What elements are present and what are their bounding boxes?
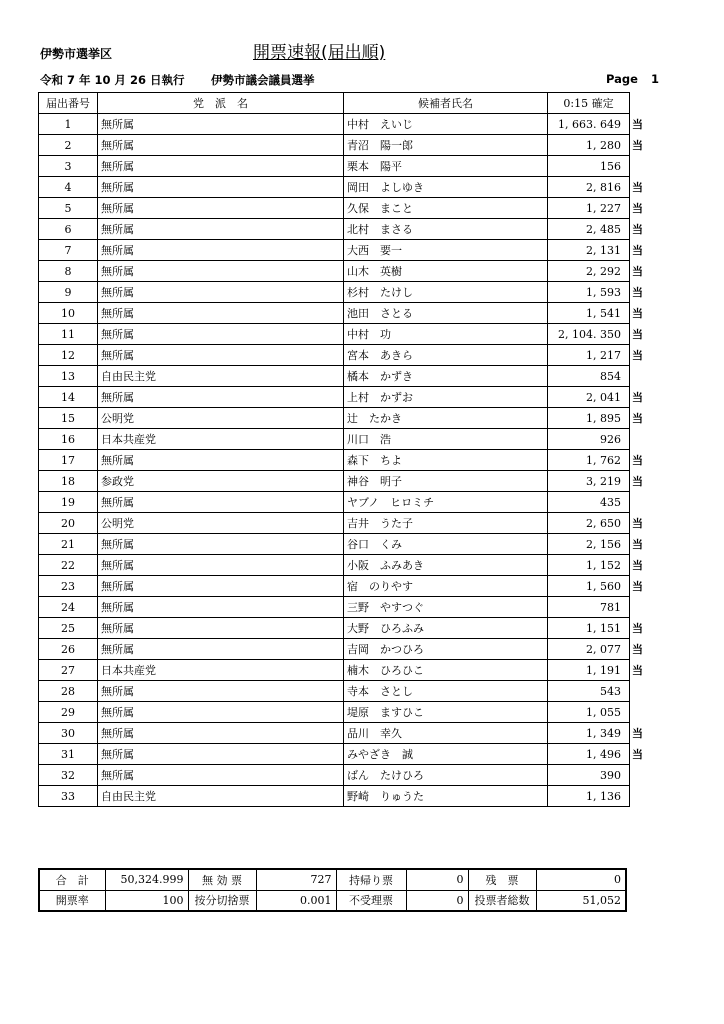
table-row (39, 261, 660, 282)
cell-candidate: みやざき 誠 (344, 744, 548, 765)
cell-votes: 854 (548, 366, 630, 387)
cell-candidate: 吉岡 かつひろ (344, 639, 548, 660)
remaining-value: 0 (536, 869, 626, 890)
table-row (39, 723, 660, 744)
elected-mark-empty (630, 681, 660, 702)
header-spacer (630, 93, 660, 114)
rejected-value: 0 (406, 890, 468, 911)
table-row (39, 303, 660, 324)
cell-number: 4 (39, 177, 98, 198)
cell-number: 13 (39, 366, 98, 387)
elected-mark: 当 (632, 475, 643, 488)
rate-value: 100 (105, 890, 188, 911)
cell-votes: 1, 496 (548, 744, 630, 765)
invalid-value: 727 (256, 869, 336, 890)
cell-votes: 2, 292 (548, 261, 630, 282)
cell-candidate: 大野 ひろふみ (344, 618, 548, 639)
cell-votes: 1, 151 (548, 618, 630, 639)
cell-number: 18 (39, 471, 98, 492)
elected-mark: 当 (632, 181, 643, 194)
cell-candidate: 寺本 さとし (344, 681, 548, 702)
cell-candidate: 久保 まこと (344, 198, 548, 219)
elected-mark-empty (630, 366, 660, 387)
cell-candidate: 品川 幸久 (344, 723, 548, 744)
cell-votes: 2, 485 (548, 219, 630, 240)
table-row (39, 177, 660, 198)
district-name: 伊勢市選挙区 (40, 47, 113, 61)
cell-number: 17 (39, 450, 98, 471)
elected-mark: 当 (632, 202, 643, 215)
table-row (39, 492, 660, 513)
cell-party: 無所属 (98, 555, 344, 576)
cell-votes: 3, 219 (548, 471, 630, 492)
cell-candidate: 川口 浩 (344, 429, 548, 450)
elected-mark: 当 (632, 538, 643, 551)
total-value: 50,324.999 (105, 869, 188, 890)
cell-votes: 1, 895 (548, 408, 630, 429)
cell-party: 無所属 (98, 156, 344, 177)
cell-party: 参政党 (98, 471, 344, 492)
elected-mark: 当 (632, 223, 643, 236)
table-row (39, 282, 660, 303)
cell-party: 無所属 (98, 324, 344, 345)
cell-number: 27 (39, 660, 98, 681)
cell-candidate: 栗本 陽平 (344, 156, 548, 177)
cell-party: 無所属 (98, 765, 344, 786)
cell-votes: 1, 152 (548, 555, 630, 576)
elected-mark: 当 (632, 307, 643, 320)
cell-number: 22 (39, 555, 98, 576)
cell-votes: 1, 663. 649 (548, 114, 630, 135)
table-row (39, 744, 660, 765)
table-row (39, 660, 660, 681)
elected-mark: 当 (632, 244, 643, 257)
cell-votes: 2, 041 (548, 387, 630, 408)
report-title: 開票速報(届出順) (253, 43, 386, 63)
cell-votes: 781 (548, 597, 630, 618)
table-row (39, 366, 660, 387)
header-number: 届出番号 (39, 93, 98, 114)
cell-party: 無所属 (98, 240, 344, 261)
elected-mark: 当 (632, 286, 643, 299)
page-number: 1 (651, 72, 660, 86)
cell-party: 無所属 (98, 198, 344, 219)
elected-mark-empty (630, 429, 660, 450)
cell-votes: 1, 541 (548, 303, 630, 324)
cell-number: 20 (39, 513, 98, 534)
cell-candidate: 青沼 陽一郎 (344, 135, 548, 156)
cell-number: 32 (39, 765, 98, 786)
voters-value: 51,052 (536, 890, 626, 911)
table-row (39, 408, 660, 429)
elected-mark: 当 (632, 118, 643, 131)
cell-votes: 1, 280 (548, 135, 630, 156)
elected-mark-empty (630, 597, 660, 618)
elected-mark: 当 (632, 391, 643, 404)
cell-party: 無所属 (98, 618, 344, 639)
results-table (38, 92, 660, 807)
cell-number: 8 (39, 261, 98, 282)
table-row (39, 324, 660, 345)
cell-party: 無所属 (98, 282, 344, 303)
cell-number: 14 (39, 387, 98, 408)
cell-number: 25 (39, 618, 98, 639)
cell-party: 無所属 (98, 639, 344, 660)
cell-votes: 2, 131 (548, 240, 630, 261)
summary-row-2 (39, 890, 626, 911)
elected-mark: 当 (632, 517, 643, 530)
cell-votes: 543 (548, 681, 630, 702)
cell-number: 29 (39, 702, 98, 723)
cell-candidate: 辻 たかき (344, 408, 548, 429)
table-row (39, 555, 660, 576)
cell-candidate: 池田 さとる (344, 303, 548, 324)
invalid-label: 無 効 票 (188, 869, 256, 890)
cell-votes: 1, 593 (548, 282, 630, 303)
table-row (39, 513, 660, 534)
table-header-row (39, 93, 660, 114)
elected-mark: 当 (632, 412, 643, 425)
election-date: 令和 7 年 10 月 26 日執行 (40, 73, 185, 87)
table-row (39, 345, 660, 366)
cell-party: 無所属 (98, 219, 344, 240)
header-votes: 0:15 確定 (548, 93, 630, 114)
table-row (39, 429, 660, 450)
cell-party: 自由民主党 (98, 366, 344, 387)
cell-party: 無所属 (98, 492, 344, 513)
fraction-value: 0.001 (256, 890, 336, 911)
elected-mark: 当 (632, 643, 643, 656)
elected-mark: 当 (632, 748, 643, 761)
cell-number: 5 (39, 198, 98, 219)
cell-number: 28 (39, 681, 98, 702)
cell-votes: 390 (548, 765, 630, 786)
cell-party: 無所属 (98, 114, 344, 135)
cell-candidate: 宿 のりやす (344, 576, 548, 597)
cell-candidate: 神谷 明子 (344, 471, 548, 492)
cell-number: 23 (39, 576, 98, 597)
cell-candidate: ばん たけひろ (344, 765, 548, 786)
cell-party: 無所属 (98, 387, 344, 408)
elected-mark: 当 (632, 622, 643, 635)
cell-votes: 926 (548, 429, 630, 450)
cell-party: 無所属 (98, 702, 344, 723)
takeaway-value: 0 (406, 869, 468, 890)
takeaway-label: 持帰り票 (336, 869, 406, 890)
table-row (39, 387, 660, 408)
cell-candidate: ヤブノ ヒロミチ (344, 492, 548, 513)
elected-mark: 当 (632, 328, 643, 341)
cell-votes: 1, 762 (548, 450, 630, 471)
cell-candidate: 谷口 くみ (344, 534, 548, 555)
elected-mark-empty (630, 765, 660, 786)
cell-candidate: 山木 英樹 (344, 261, 548, 282)
cell-number: 1 (39, 114, 98, 135)
elected-mark: 当 (632, 349, 643, 362)
cell-party: 無所属 (98, 576, 344, 597)
rejected-label: 不受理票 (336, 890, 406, 911)
cell-number: 2 (39, 135, 98, 156)
elected-mark-empty (630, 492, 660, 513)
cell-number: 6 (39, 219, 98, 240)
table-row (39, 471, 660, 492)
cell-number: 31 (39, 744, 98, 765)
cell-party: 日本共産党 (98, 429, 344, 450)
cell-votes: 2, 650 (548, 513, 630, 534)
cell-votes: 2, 156 (548, 534, 630, 555)
cell-votes: 2, 077 (548, 639, 630, 660)
cell-party: 無所属 (98, 597, 344, 618)
cell-party: 無所属 (98, 303, 344, 324)
cell-party: 日本共産党 (98, 660, 344, 681)
cell-party: 無所属 (98, 681, 344, 702)
cell-party: 無所属 (98, 744, 344, 765)
cell-number: 33 (39, 786, 98, 807)
cell-party: 公明党 (98, 408, 344, 429)
cell-votes: 2, 816 (548, 177, 630, 198)
table-row (39, 702, 660, 723)
cell-candidate: 橘本 かずき (344, 366, 548, 387)
cell-candidate: 上村 かずお (344, 387, 548, 408)
cell-candidate: 小阪 ふみあき (344, 555, 548, 576)
table-row (39, 219, 660, 240)
cell-party: 公明党 (98, 513, 344, 534)
cell-votes: 1, 055 (548, 702, 630, 723)
cell-number: 21 (39, 534, 98, 555)
table-row (39, 534, 660, 555)
election-name: 伊勢市議会議員選挙 (211, 73, 315, 87)
cell-party: 自由民主党 (98, 786, 344, 807)
cell-candidate: 森下 ちよ (344, 450, 548, 471)
cell-number: 7 (39, 240, 98, 261)
table-row (39, 681, 660, 702)
total-label: 合 計 (39, 869, 105, 890)
elected-mark: 当 (632, 265, 643, 278)
header-party: 党 派 名 (98, 93, 344, 114)
remaining-label: 残 票 (468, 869, 536, 890)
voters-label: 投票者総数 (468, 890, 536, 911)
fraction-label: 按分切捨票 (188, 890, 256, 911)
cell-number: 12 (39, 345, 98, 366)
cell-votes: 1, 227 (548, 198, 630, 219)
cell-number: 10 (39, 303, 98, 324)
cell-number: 30 (39, 723, 98, 744)
cell-candidate: 吉井 うた子 (344, 513, 548, 534)
table-row (39, 765, 660, 786)
table-row (39, 576, 660, 597)
cell-candidate: 野崎 りゅうた (344, 786, 548, 807)
cell-number: 26 (39, 639, 98, 660)
cell-number: 11 (39, 324, 98, 345)
table-row (39, 135, 660, 156)
cell-votes: 1, 349 (548, 723, 630, 744)
elected-mark: 当 (632, 559, 643, 572)
table-row (39, 618, 660, 639)
cell-candidate: 宮本 あきら (344, 345, 548, 366)
cell-candidate: 堤原 ますひこ (344, 702, 548, 723)
cell-votes: 2, 104. 350 (548, 324, 630, 345)
cell-party: 無所属 (98, 450, 344, 471)
cell-votes: 1, 560 (548, 576, 630, 597)
table-row (39, 198, 660, 219)
cell-votes: 1, 191 (548, 660, 630, 681)
cell-number: 19 (39, 492, 98, 513)
elected-mark: 当 (632, 727, 643, 740)
elected-mark: 当 (632, 580, 643, 593)
table-row (39, 156, 660, 177)
table-row (39, 597, 660, 618)
elected-mark: 当 (632, 664, 643, 677)
results-body (39, 114, 660, 807)
cell-votes: 1, 136 (548, 786, 630, 807)
summary-table (38, 868, 627, 912)
cell-votes: 156 (548, 156, 630, 177)
elected-mark-empty (630, 786, 660, 807)
table-row (39, 639, 660, 660)
cell-candidate: 杉村 たけし (344, 282, 548, 303)
table-row (39, 786, 660, 807)
cell-party: 無所属 (98, 135, 344, 156)
cell-number: 9 (39, 282, 98, 303)
header-candidate: 候補者氏名 (344, 93, 548, 114)
cell-candidate: 北村 まさる (344, 219, 548, 240)
cell-number: 3 (39, 156, 98, 177)
cell-party: 無所属 (98, 723, 344, 744)
cell-votes: 1, 217 (548, 345, 630, 366)
cell-party: 無所属 (98, 177, 344, 198)
page-label: Page (606, 72, 638, 86)
elected-mark-empty (630, 702, 660, 723)
cell-candidate: 中村 えいじ (344, 114, 548, 135)
cell-candidate: 大西 要一 (344, 240, 548, 261)
cell-number: 16 (39, 429, 98, 450)
elected-mark-empty (630, 156, 660, 177)
cell-number: 24 (39, 597, 98, 618)
rate-label: 開票率 (39, 890, 105, 911)
cell-candidate: 岡田 よしゆき (344, 177, 548, 198)
cell-candidate: 三野 やすつぐ (344, 597, 548, 618)
cell-party: 無所属 (98, 345, 344, 366)
summary-row-1 (39, 869, 626, 890)
cell-party: 無所属 (98, 534, 344, 555)
table-row (39, 450, 660, 471)
cell-votes: 435 (548, 492, 630, 513)
cell-candidate: 楠木 ひろひこ (344, 660, 548, 681)
cell-candidate: 中村 功 (344, 324, 548, 345)
cell-party: 無所属 (98, 261, 344, 282)
table-row (39, 114, 660, 135)
cell-number: 15 (39, 408, 98, 429)
table-row (39, 240, 660, 261)
elected-mark: 当 (632, 454, 643, 467)
elected-mark: 当 (632, 139, 643, 152)
